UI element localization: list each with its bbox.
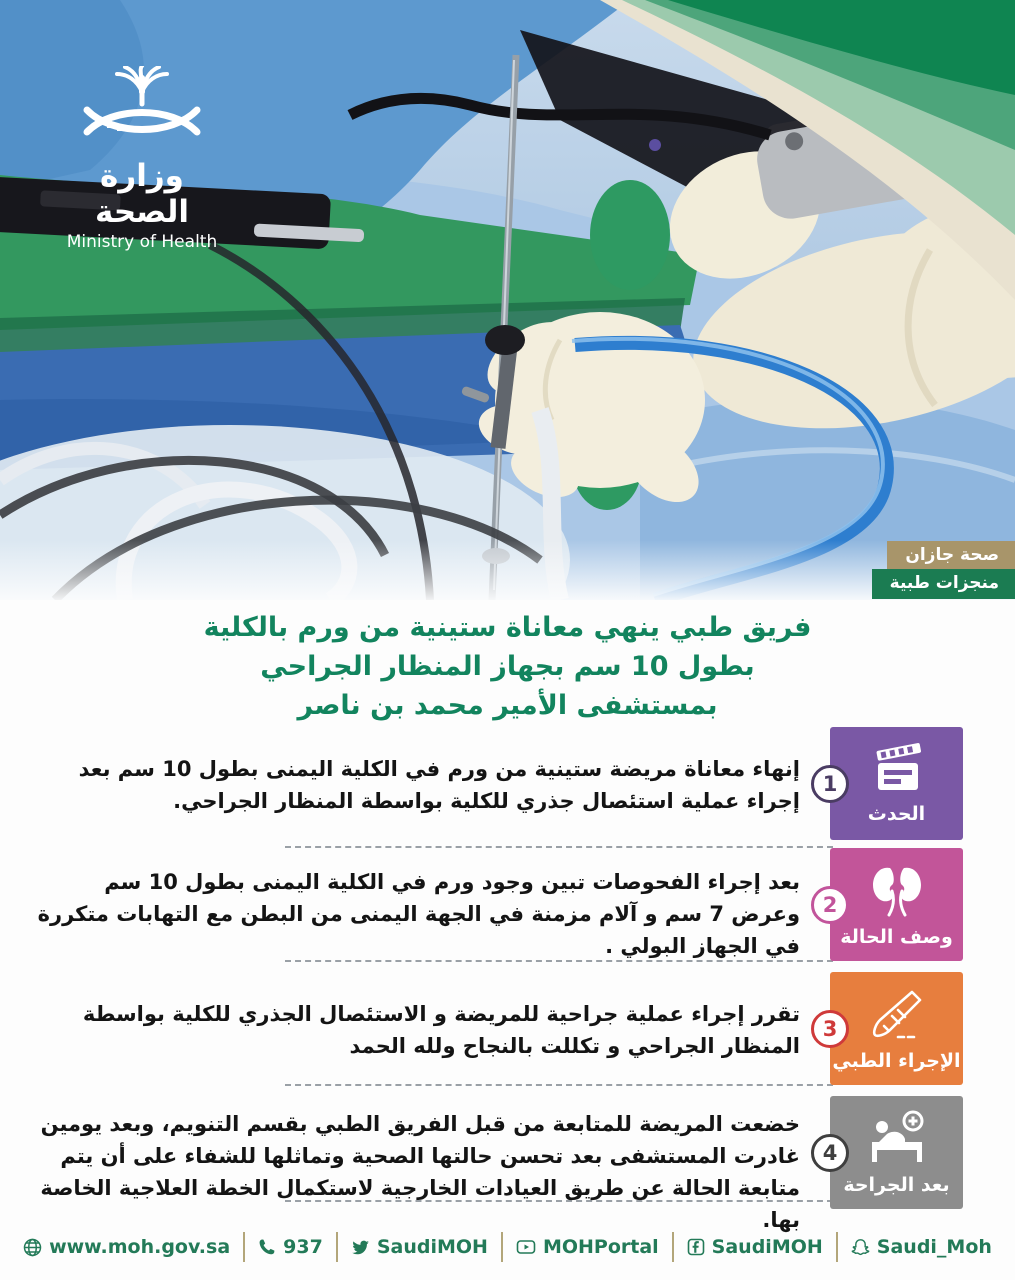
section-number-3: 3 bbox=[811, 1010, 849, 1048]
footer-facebook[interactable] bbox=[687, 1236, 823, 1258]
footer-divider bbox=[336, 1232, 338, 1262]
footer-divider bbox=[672, 1232, 674, 1262]
kidneys-icon bbox=[868, 862, 926, 922]
footer-website-label: www.moh.gov.sa bbox=[49, 1236, 231, 1258]
facebook-icon bbox=[687, 1238, 705, 1256]
section-number-4: 4 bbox=[811, 1134, 849, 1172]
section-label-after: بعد الجراحة bbox=[843, 1173, 950, 1196]
section-text-procedure: تقرر إجراء عملية جراحية للمريضة و الاستئصال الجذري للكلية بواسطة المنظار الجراحي و تكللت بالنجاح ولله الحمد bbox=[82, 1002, 800, 1058]
scalpel-icon bbox=[868, 986, 926, 1046]
section-number-2: 2 bbox=[811, 886, 849, 924]
patient-bed-icon bbox=[867, 1110, 927, 1170]
footer-twitter-label: SaudiMOH bbox=[376, 1236, 488, 1258]
globe-icon bbox=[23, 1238, 42, 1257]
footer-phone[interactable] bbox=[258, 1236, 323, 1258]
section-text-event: إنهاء معاناة مريضة ستينية من ورم في الكلية اليمنى بطول 10 سم بعد إجراء عملية استئصال جذري للكلية بواسطة المنظار الجراحي. bbox=[78, 757, 800, 813]
region-badge: صحة جازان bbox=[887, 541, 1015, 571]
logo-text-english: Ministry of Health bbox=[66, 232, 218, 252]
youtube-icon bbox=[516, 1238, 536, 1256]
footer-youtube-label: MOHPortal bbox=[542, 1236, 659, 1258]
section-text-after: خضعت المريضة للمتابعة من قبل الفريق الطبي بقسم التنويم، وبعد يومين غادرت المستشفى بعد تحسن حالتها الصحية وتماثلها للشفاء على أن يتم متابعة الحالة عن طريق العيادات الخارجية لاستكمال الخطة العلاجية الخاصة بها. bbox=[40, 1112, 800, 1232]
title-line-3: بمستشفى الأمير محمد بن ناصر bbox=[297, 690, 718, 721]
phone-icon bbox=[258, 1238, 276, 1256]
section-text-case: بعد إجراء الفحوصات تبين وجود ورم في الكلية اليمنى بطول 10 سم وعرض 7 سم و آلام مزمنة في الجهة اليمنى من البطن مع التهابات متكررة في الجهاز البولي . bbox=[37, 870, 800, 958]
footer-facebook-label: SaudiMOH bbox=[711, 1236, 823, 1258]
footer-website[interactable] bbox=[23, 1236, 230, 1258]
section-box-case bbox=[830, 848, 963, 961]
footer-divider bbox=[501, 1232, 503, 1262]
snapchat-icon bbox=[851, 1238, 870, 1257]
footer-divider bbox=[836, 1232, 838, 1262]
dashed-separator bbox=[285, 846, 833, 848]
clapperboard-icon bbox=[868, 743, 926, 799]
twitter-icon bbox=[351, 1238, 370, 1257]
footer-phone-label: 937 bbox=[283, 1236, 323, 1258]
footer-divider bbox=[243, 1232, 245, 1262]
section-number-1: 1 bbox=[811, 765, 849, 803]
footer-snapchat[interactable] bbox=[851, 1236, 992, 1258]
section-box-after bbox=[830, 1096, 963, 1209]
title-line-1: فريق طبي ينهي معاناة ستينية من ورم بالكلية bbox=[203, 612, 812, 643]
section-box-event bbox=[830, 727, 963, 840]
section-label-procedure: الإجراء الطبي bbox=[832, 1049, 961, 1072]
logo-text-arabic: وزارة الصحة bbox=[95, 158, 189, 230]
section-box-procedure bbox=[830, 972, 963, 1085]
footer-contact-bar bbox=[0, 1232, 1015, 1262]
moh-logo bbox=[52, 66, 232, 252]
footer-twitter[interactable] bbox=[351, 1236, 488, 1258]
dashed-separator bbox=[285, 1084, 833, 1086]
moh-logo-emblem bbox=[67, 66, 217, 154]
category-badge: منجزات طبية bbox=[872, 569, 1015, 599]
page-title bbox=[0, 608, 1015, 725]
section-label-case: وصف الحالة bbox=[840, 925, 953, 948]
title-line-2: بطول 10 سم بجهاز المنظار الجراحي bbox=[260, 651, 755, 682]
footer-youtube[interactable] bbox=[516, 1236, 659, 1258]
section-label-event: الحدث bbox=[867, 802, 926, 825]
footer-snapchat-label: Saudi_Moh bbox=[876, 1236, 992, 1258]
